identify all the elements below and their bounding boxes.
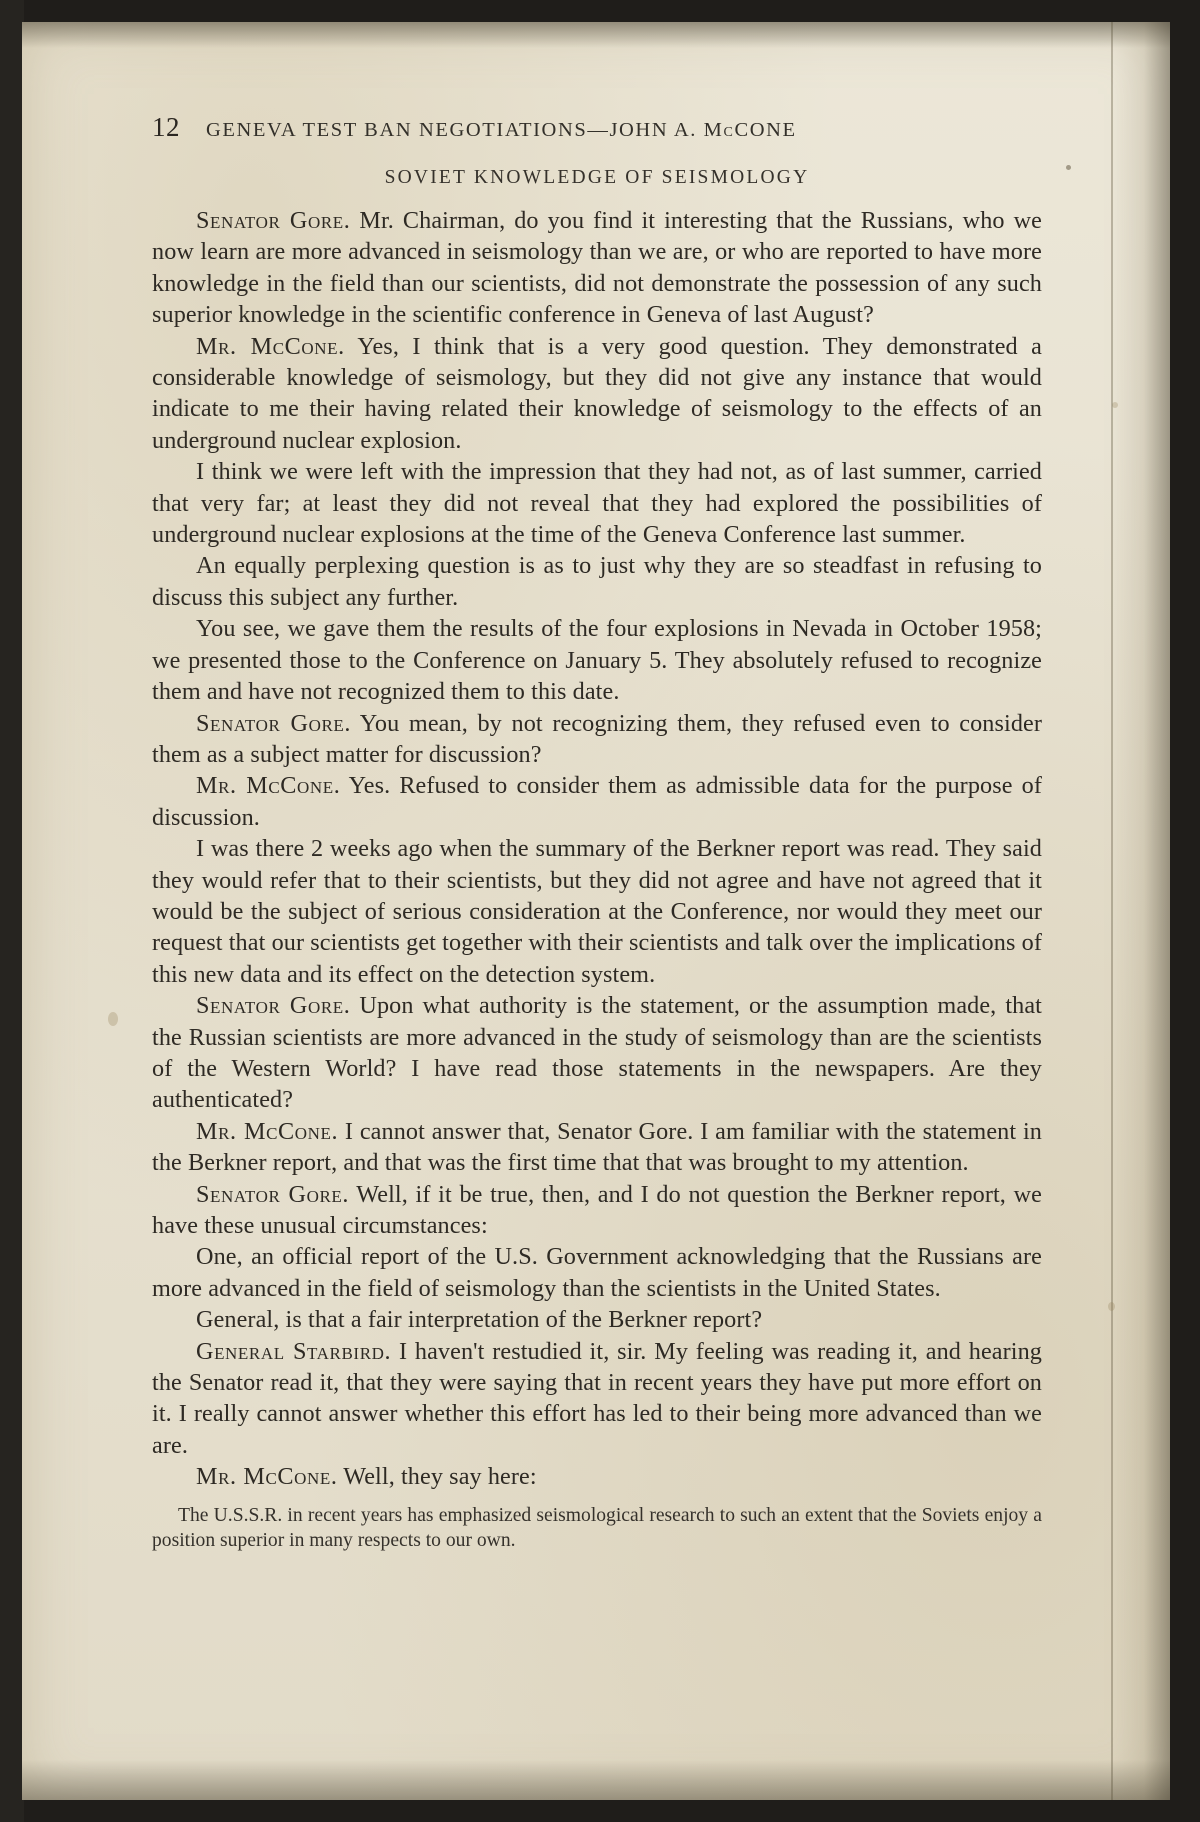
paragraph-text: General, is that a fair interpretation of the Berkner report? xyxy=(196,1306,763,1334)
page-number: 12 xyxy=(152,112,180,142)
paragraph xyxy=(152,1336,1042,1462)
paragraph xyxy=(152,833,1042,990)
page-edge-shadow xyxy=(1112,22,1170,1800)
paragraph xyxy=(152,550,1042,613)
speaker-name: General Starbird. xyxy=(196,1337,392,1365)
speaker-name: Mr. McCone. xyxy=(196,1463,338,1491)
paragraph-text: An equally perplexing question is as to just why they are so steadfast in refusing to discuss this subject any further. xyxy=(152,552,1042,611)
paragraph-text: I think we were left with the impression that they had not, as of last summer, carried that very far; at least they did not reveal that they had explored the possibilities of underground nuclear explosions at the time of the Geneva Conference last summer. xyxy=(152,458,1042,549)
top-shadow xyxy=(22,22,1170,48)
bottom-shadow xyxy=(22,1760,1170,1800)
paragraph xyxy=(152,708,1042,771)
paragraph xyxy=(152,1179,1042,1242)
speaker-name: Senator Gore. xyxy=(196,207,351,234)
speaker-name: Senator Gore. xyxy=(196,709,352,737)
paragraph-text: I was there 2 weeks ago when the summary of the Berkner report was read. They said they would refer that to their scientists, but they did not agree and have not agreed that it would be the subject of serious consideration at the Conference, nor would they meet our request that our scientists get together with their scientists and talk over the implications of this new data and its effect on the detection system. xyxy=(152,835,1042,988)
speaker-name: Mr. McCone. xyxy=(196,772,341,800)
paragraph xyxy=(152,1461,1042,1492)
paragraph xyxy=(152,1241,1042,1304)
paragraph xyxy=(152,331,1042,457)
foxing-speck xyxy=(1108,1302,1115,1311)
speaker-name: Senator Gore. xyxy=(196,992,351,1020)
paragraph xyxy=(152,770,1042,833)
block-quote: The U.S.S.R. in recent years has emphasized seismological research to such an extent that the Soviets enjoy a position superior in many respects to our own. xyxy=(152,1504,1042,1552)
paragraph-text: Upon what authority is the statement, or the assumption made, that the Russian scientists are more advanced in the study of seismology than are the scientists of the Western World? I have read those statements in the newspapers. Are they authenticated? xyxy=(152,992,1042,1114)
paragraph-text: You see, we gave them the results of the four explosions in Nevada in October 1958; we presented those to the Conference on January 5. They absolutely refused to recognize them and have not recognized them to this date. xyxy=(152,615,1042,706)
paragraph-text: I cannot answer that, Senator Gore. I am familiar with the statement in the Berkner report, and that was the first time that that was brought to my attention. xyxy=(152,1117,1042,1177)
paragraph-text: Well, if it be true, then, and I do not question the Berkner report, we have these unusual circumstances: xyxy=(152,1180,1043,1239)
section-heading: SOVIET KNOWLEDGE OF SEISMOLOGY xyxy=(384,167,810,188)
paragraph xyxy=(152,1304,1042,1335)
speaker-name: Mr. McCone. xyxy=(196,1117,339,1145)
paragraph-text: I haven't restudied it, sir. My feeling was reading it, and hearing the Senator read it, that they were saying that in recent years they have put more effort on it. I really cannot answer whether this effort has led to their being more advanced than we are. xyxy=(152,1337,1042,1459)
paragraph-text: Mr. Chairman, do you find it interesting that the Russians, who we now learn are more advanced in seismology than we are, or who are reported to have more knowledge in the field than our scientists, did not demonstrate the possession of any such superior knowledge in the scientific conference in Geneva of last August? xyxy=(152,207,1042,329)
paragraph-text: You mean, by not recognizing them, they refused even to consider them as a subject matter for discussion? xyxy=(152,709,1043,768)
paragraph xyxy=(152,456,1042,550)
paragraph xyxy=(152,205,1042,331)
paragraph-text: Yes, I think that is a very good question. They demonstrated a considerable knowledge of seismology, but they did not give any instance that would indicate to me their having related their knowledge of seismology to the effects of an underground nuclear explosion. xyxy=(152,332,1042,454)
paragraph-text: Well, they say here: xyxy=(337,1463,537,1491)
margin-mark xyxy=(1066,165,1071,170)
foxing-speck xyxy=(1112,402,1118,408)
page-content xyxy=(152,112,1042,1554)
paper-sheet xyxy=(22,22,1170,1800)
paragraph-text: Yes. Refused to consider them as admissible data for the purpose of discussion. xyxy=(152,772,1042,831)
paragraph xyxy=(152,613,1042,707)
running-head xyxy=(152,112,1042,143)
paragraph xyxy=(152,1116,1042,1179)
speaker-name: Senator Gore. xyxy=(196,1180,350,1208)
paragraph xyxy=(152,990,1042,1116)
foxing-speck xyxy=(108,1012,118,1026)
speaker-name: Mr. McCone. xyxy=(196,332,345,360)
paragraph-text: One, an official report of the U.S. Government acknowledging that the Russians are more advanced in the field of seismology than the scientists in the United States. xyxy=(152,1243,1042,1302)
running-head-title: GENEVA TEST BAN NEGOTIATIONS—JOHN A. McCONE xyxy=(206,119,797,141)
